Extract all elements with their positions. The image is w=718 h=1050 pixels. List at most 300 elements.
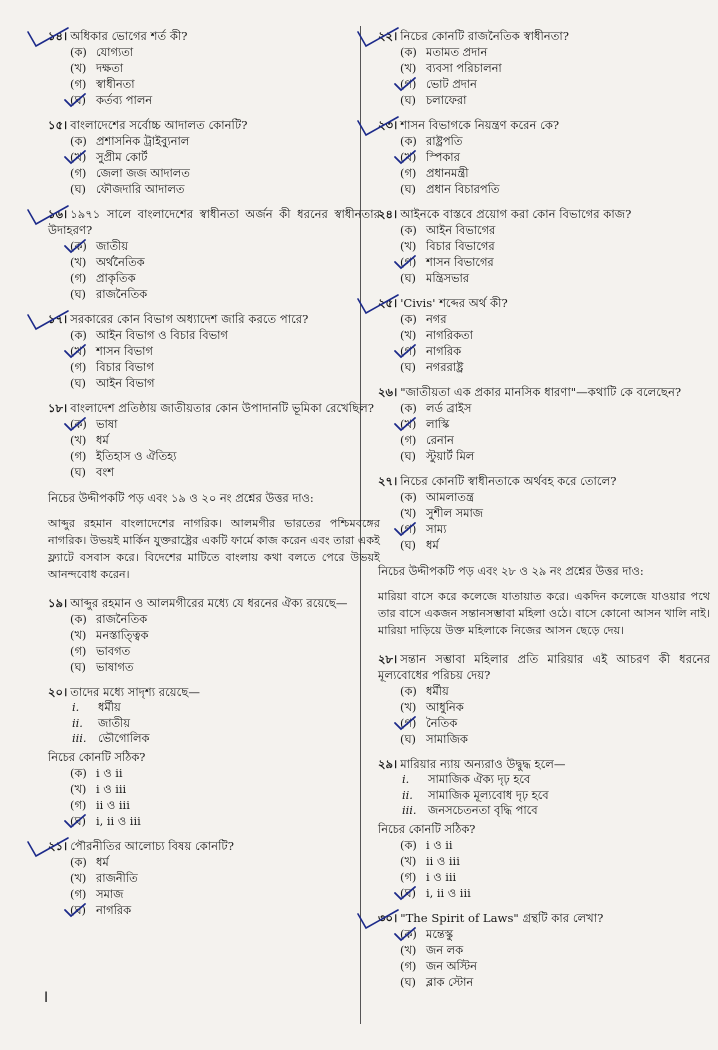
statement-text: সামাজিক মূল্যবোধ দৃঢ় হবে: [428, 787, 549, 802]
option-text: স্টুয়ার্ট মিল: [426, 449, 475, 463]
option-text: শাসন বিভাগের: [426, 255, 494, 269]
option-list: [400, 926, 710, 990]
option-text: রাষ্ট্রপতি: [426, 134, 463, 148]
option-letter: (ঘ): [400, 732, 416, 746]
question-stem: [48, 838, 380, 854]
option-list: [400, 400, 710, 464]
question-stem: [48, 117, 380, 133]
question-text: 'Civis' শব্দের অর্থ কী?: [400, 296, 508, 310]
question-block: [378, 384, 710, 464]
option-item: [70, 886, 380, 902]
option-text: স্বাধীনতা: [96, 77, 135, 91]
option-letter: (ক): [70, 328, 87, 342]
option-item: [400, 149, 710, 165]
option-text: রাজনৈতিক: [96, 612, 148, 626]
option-letter: (ক): [400, 401, 417, 415]
question-number: ১৬।: [48, 207, 68, 221]
option-text: মনস্তাত্ত্বিক: [96, 628, 149, 642]
option-text: ভোট প্রদান: [426, 77, 477, 91]
option-item: [70, 270, 380, 286]
statement-text: ভৌগোলিক: [98, 731, 150, 745]
option-letter: (গ): [70, 797, 87, 812]
option-list: [70, 416, 380, 480]
statement-list: [72, 700, 380, 747]
option-text: নগররাষ্ট্র: [426, 360, 464, 374]
left-question-list: [48, 28, 380, 480]
option-text: চলাফেরা: [426, 93, 467, 107]
option-letter: (ক): [70, 417, 87, 431]
question-number: ২১।: [48, 838, 68, 853]
option-text: আইন বিভাগ: [96, 376, 155, 390]
option-letter: (ঘ): [70, 660, 86, 674]
option-item: [400, 699, 710, 715]
option-text: সাম্য: [426, 522, 447, 536]
question-number: ১৫।: [48, 118, 68, 132]
option-item: [70, 286, 380, 302]
option-item: [400, 432, 710, 448]
question-stem: [48, 595, 380, 611]
option-text: প্রশাসনিক ট্রাইব্যুনাল: [96, 134, 190, 148]
option-list: [70, 44, 380, 108]
option-list: [70, 854, 380, 918]
option-item: [70, 327, 380, 343]
option-item: [400, 869, 710, 885]
option-item: [70, 643, 380, 659]
option-letter: (ঘ): [70, 902, 86, 917]
option-text: i ও iii: [426, 869, 457, 884]
option-text: ধর্ম: [96, 854, 109, 869]
option-text: নাগরিকতা: [426, 328, 473, 342]
option-list: [400, 44, 710, 108]
option-text: সুশীল সমাজ: [426, 506, 483, 520]
option-text: ii ও iii: [96, 797, 130, 812]
question-block: [48, 595, 380, 675]
option-text: জন অস্টিন: [426, 958, 477, 973]
option-text: ধর্ম: [96, 433, 109, 447]
option-letter: (খ): [70, 150, 87, 164]
option-letter: (গ): [400, 166, 417, 180]
option-text: ফৌজদারি আদালত: [96, 182, 185, 196]
statement-number: i.: [72, 700, 80, 714]
statement-text: জনসচেতনতা বৃদ্ধি পাবে: [428, 803, 538, 817]
statement-number: ii.: [402, 787, 413, 802]
question-text: "The Spirit of Laws" গ্রন্থটি কার লেখা?: [400, 910, 604, 925]
option-item: [400, 92, 710, 108]
question-block: [48, 311, 380, 391]
question-stem: [48, 311, 380, 327]
question-text: সরকারের কোন বিভাগ অধ্যাদেশ জারি করতে পারে?: [70, 312, 309, 326]
option-item: [400, 359, 710, 375]
checkmark-icon: [356, 908, 400, 930]
question-block: [378, 28, 710, 108]
option-item: [400, 181, 710, 197]
option-letter: (গ): [400, 344, 417, 358]
question-stem: [378, 651, 710, 683]
option-letter: (ক): [400, 134, 417, 148]
option-list: [400, 837, 710, 901]
option-text: i ও ii: [96, 765, 123, 780]
checkmark-icon: [356, 293, 400, 315]
option-letter: (ক): [400, 45, 417, 59]
option-item: [400, 133, 710, 149]
question-text: ১৯৭১ সালে বাংলাদেশের স্বাধীনতা অর্জন কী ধরনের স্বাধীনতার উদাহরণ?: [48, 207, 380, 237]
statement-text: জাতীয়: [98, 715, 131, 730]
question-block: [378, 756, 710, 901]
statement-item: [72, 716, 380, 732]
question-block: [378, 910, 710, 990]
option-letter: (খ): [70, 781, 87, 796]
statement-number: i.: [402, 772, 410, 786]
option-text: রাজনৈতিক: [96, 287, 148, 301]
option-text: ইতিহাস ও ঐতিহ্য: [96, 449, 177, 463]
option-text: প্রধান বিচারপতি: [426, 182, 500, 196]
option-text: নাগরিক: [426, 344, 462, 358]
left-column: [48, 28, 380, 927]
option-letter: (ঘ): [70, 182, 86, 196]
option-text: সুপ্রীম কোর্ট: [96, 150, 148, 164]
question-block: [378, 295, 710, 375]
right-question-list: [378, 28, 710, 553]
question-text: শাসন বিভাগকে নিয়ন্ত্রণ করেন কে?: [400, 118, 560, 132]
option-letter: (ক): [70, 134, 87, 148]
option-letter: (ক): [400, 684, 417, 698]
option-text: i ও iii: [96, 781, 127, 796]
option-letter: (খ): [400, 150, 417, 164]
option-item: [70, 254, 380, 270]
option-text: সমাজ: [96, 886, 124, 901]
option-text: মন্ত্রিসভার: [426, 271, 470, 285]
option-letter: (খ): [70, 628, 87, 642]
option-letter: (খ): [400, 417, 417, 431]
option-text: জন লক: [426, 942, 464, 957]
option-item: [70, 149, 380, 165]
option-item: [400, 400, 710, 416]
question-block: [48, 400, 380, 480]
option-letter: (খ): [400, 61, 417, 75]
option-text: জেলা জজ আদালত: [96, 166, 190, 180]
question-stem: [378, 117, 710, 133]
option-item: [400, 76, 710, 92]
option-letter: (ঘ): [70, 813, 86, 828]
option-letter: (খ): [400, 506, 417, 520]
question-19: [48, 595, 380, 675]
option-item: [400, 416, 710, 432]
option-text: প্রাকৃতিক: [96, 271, 136, 285]
option-item: [400, 165, 710, 181]
option-item: [70, 464, 380, 480]
option-text: আধুনিক: [426, 700, 464, 714]
option-letter: (ঘ): [70, 287, 86, 301]
option-item: [70, 359, 380, 375]
question-stem: [378, 473, 710, 489]
question-block: [378, 473, 710, 553]
question-number: ২২।: [378, 29, 398, 43]
option-item: [70, 432, 380, 448]
option-letter: (খ): [400, 942, 417, 957]
question-number: ২৯।: [378, 757, 398, 771]
option-letter: (ক): [70, 45, 87, 59]
option-item: [70, 76, 380, 92]
option-text: শাসন বিভাগ: [96, 344, 153, 358]
option-letter: (ঘ): [70, 376, 86, 390]
option-item: [400, 343, 710, 359]
option-letter: (খ): [70, 433, 87, 447]
option-letter: (গ): [400, 77, 417, 91]
option-letter: (ঘ): [400, 974, 416, 989]
option-letter: (গ): [70, 886, 87, 901]
option-letter: (খ): [70, 344, 87, 358]
checkmark-icon: [26, 309, 70, 331]
option-text: বংশ: [96, 465, 114, 479]
question-stem: [48, 206, 380, 238]
question-28: [378, 651, 710, 747]
option-letter: (গ): [400, 716, 417, 730]
option-item: [70, 870, 380, 886]
option-text: লর্ড ব্রাইস: [426, 401, 472, 415]
option-item: [70, 44, 380, 60]
statement-number: iii.: [72, 731, 87, 745]
option-text: ধর্মীয়: [426, 684, 449, 698]
question-stem: [48, 28, 380, 44]
option-text: রাজনীতি: [96, 870, 138, 885]
option-item: [70, 902, 380, 918]
statement-number: ii.: [72, 715, 83, 730]
option-item: [70, 60, 380, 76]
option-letter: (ক): [70, 765, 87, 780]
option-text: ii ও iii: [426, 853, 460, 868]
option-letter: (ক): [70, 854, 87, 869]
option-item: [400, 958, 710, 974]
question-text: মারিয়ার ন্যায় অন্যরাও উদ্বুদ্ধ হলে—: [400, 757, 566, 771]
option-text: ধর্ম: [426, 538, 439, 552]
question-text: তাদের মধ্যে সাদৃশ্য রয়েছে—: [70, 685, 200, 699]
checkmark-icon: [26, 836, 70, 858]
question-number: ৩০।: [378, 910, 398, 925]
question-text: বাংলাদেশের সর্বোচ্চ আদালত কোনটি?: [70, 118, 248, 132]
option-item: [400, 731, 710, 747]
option-letter: (ঘ): [400, 93, 416, 107]
option-list: [400, 489, 710, 553]
option-text: নৈতিক: [426, 716, 458, 730]
option-item: [70, 375, 380, 391]
option-text: i, ii ও iii: [96, 813, 141, 828]
option-item: [70, 611, 380, 627]
stimulus-passage-19-20: আব্দুর রহমান বাংলাদেশের নাগরিক। আলমগীর ভারতের পশ্চিমবঙ্গের নাগরিক। উভয়ই মার্কিন যুক্তরাষ্ট্রের একটি ফার্মে কাজ করেন এবং তারা একই ফ্ল্যাটে বসবাস করে। বিদেশের মাটিতে বাংলায় কথা বলতে পেরে উভয়ই আনন্দবোধ করেন।: [48, 517, 380, 581]
question-text: আইনকে বাস্তবে প্রয়োগ করা কোন বিভাগের কাজ?: [400, 207, 632, 221]
option-letter: (ঘ): [400, 538, 416, 552]
option-item: [400, 715, 710, 731]
margin-mark: I: [44, 990, 49, 1006]
option-item: [70, 181, 380, 197]
option-letter: (খ): [400, 239, 417, 253]
option-item: [70, 416, 380, 432]
option-item: [400, 254, 710, 270]
option-item: [400, 837, 710, 853]
option-item: [400, 222, 710, 238]
right-column: [378, 28, 710, 999]
option-item: [400, 448, 710, 464]
option-letter: (গ): [70, 449, 87, 463]
option-letter: (গ): [400, 522, 417, 536]
question-block: [378, 117, 710, 197]
option-text: আইন বিভাগ ও বিচার বিভাগ: [96, 328, 228, 342]
question-number: ১৯।: [48, 596, 68, 610]
option-text: ভাবগত: [96, 644, 131, 658]
option-list: [400, 133, 710, 197]
option-text: যোগ্যতা: [96, 45, 134, 59]
question-text: নিচের কোনটি স্বাধীনতাকে অর্থবহ করে তোলে?: [400, 474, 617, 488]
option-item: [400, 683, 710, 699]
question-block: [48, 838, 380, 918]
stimulus-instruction-28-29: নিচের উদ্দীপকটি পড় এবং ২৮ ও ২৯ নং প্রশ্নের উত্তর দাও:: [378, 564, 644, 578]
option-letter: (গ): [400, 255, 417, 269]
option-item: [400, 853, 710, 869]
question-stem: [48, 400, 380, 416]
statement-text: ধর্মীয়: [98, 700, 121, 714]
question-number: ২৫।: [378, 296, 398, 310]
question-number: ২৬।: [378, 385, 398, 399]
question-29: [378, 756, 710, 901]
option-item: [70, 659, 380, 675]
option-letter: (ঘ): [400, 885, 416, 900]
option-text: i ও ii: [426, 837, 453, 852]
question-30: [378, 910, 710, 990]
option-text: রেনান: [426, 433, 454, 447]
option-text: জাতীয়: [96, 239, 129, 253]
statement-item: [402, 803, 710, 819]
question-block: [378, 651, 710, 747]
option-letter: (গ): [70, 644, 87, 658]
option-letter: (গ): [70, 360, 87, 374]
option-letter: (গ): [70, 77, 87, 91]
question-20: [48, 684, 380, 829]
option-letter: (খ): [400, 328, 417, 342]
option-item: [400, 270, 710, 286]
option-letter: (গ): [400, 869, 417, 884]
option-text: মতামত প্রদান: [426, 45, 488, 59]
option-text: ভাষাগত: [96, 660, 134, 674]
option-text: বিচার বিভাগের: [426, 239, 495, 253]
option-text: অর্থনৈতিক: [96, 255, 145, 269]
option-item: [400, 505, 710, 521]
option-letter: (খ): [70, 255, 87, 269]
question-text: আব্দুর রহমান ও আলমগীরের মধ্যে যে ধরনের ঐক্য রয়েছে—: [70, 596, 348, 610]
statement-item: [402, 788, 710, 804]
option-letter: (ক): [400, 837, 417, 852]
option-letter: (গ): [70, 271, 87, 285]
option-letter: (ক): [400, 490, 417, 504]
option-text: ব্যবসা পরিচালনা: [426, 61, 502, 75]
statement-item: [72, 700, 380, 716]
sub-question: নিচের কোনটি সঠিক?: [48, 749, 146, 764]
option-item: [70, 165, 380, 181]
statement-number: iii.: [402, 803, 417, 817]
question-text: বাংলাদেশ প্রতিষ্ঠায় জাতীয়তার কোন উপাদানটি ভূমিকা রেখেছিল?: [70, 401, 374, 415]
option-text: আমলাতন্ত্র: [426, 490, 474, 504]
option-list: [400, 311, 710, 375]
option-text: প্রধানমন্ত্রী: [426, 166, 469, 180]
option-item: [70, 781, 380, 797]
question-block: [48, 684, 380, 829]
option-item: [400, 44, 710, 60]
checkmark-icon: [356, 26, 400, 48]
option-text: ভাষা: [96, 417, 118, 431]
option-letter: (ক): [70, 612, 87, 626]
statement-item: [402, 772, 710, 788]
question-number: ১৮।: [48, 401, 68, 415]
checkmark-icon: [26, 26, 70, 48]
statement-text: সামাজিক ঐক্য দৃঢ় হবে: [428, 772, 531, 786]
question-stem: [378, 756, 710, 772]
option-item: [400, 885, 710, 901]
option-letter: (গ): [70, 166, 87, 180]
option-letter: (ক): [400, 926, 417, 941]
checkmark-icon: [356, 115, 400, 137]
option-item: [400, 327, 710, 343]
question-block: [48, 206, 380, 302]
question-text: নিচের কোনটি রাজনৈতিক স্বাধীনতা?: [400, 29, 570, 43]
option-list: [400, 222, 710, 286]
option-list: [70, 765, 380, 829]
question-stem: [48, 684, 380, 700]
option-text: আইন বিভাগের: [426, 223, 496, 237]
option-letter: (ঘ): [400, 360, 416, 374]
question-text: অধিকার ভোগের শর্ত কী?: [70, 29, 188, 43]
stimulus-passage-28-29: মারিয়া বাসে করে কলেজে যাতায়াত করে। একদিন কলেজে যাওয়ার পথে তার বাসে একজন সন্তানসম্ভাবা মহিলা ওঠে। বাসে কোনো আসন খালি নাই। মারিয়া দাড়িয়ে উক্ত মহিলাকে নিজের আসন ছেড়ে দেয়।: [378, 590, 710, 637]
option-letter: (গ): [400, 958, 417, 973]
question-block: [48, 117, 380, 197]
option-item: [400, 489, 710, 505]
option-letter: (ক): [400, 312, 417, 326]
option-item: [400, 60, 710, 76]
question-text: সন্তান সম্ভাবা মহিলার প্রতি মারিয়ার এই আচরণ কী ধরনের মূল্যবোধের পরিচয় দেয়?: [378, 652, 710, 682]
option-item: [400, 537, 710, 553]
option-text: i, ii ও iii: [426, 885, 471, 900]
question-number: ২৭।: [378, 474, 398, 488]
option-letter: (ক): [400, 223, 417, 237]
option-item: [70, 92, 380, 108]
option-item: [70, 238, 380, 254]
option-letter: (গ): [400, 433, 417, 447]
option-item: [400, 974, 710, 990]
question-stem: [378, 295, 710, 311]
option-letter: (খ): [70, 870, 87, 885]
option-list: [400, 683, 710, 747]
option-letter: (খ): [400, 700, 417, 714]
question-number: ১৪।: [48, 29, 68, 43]
question-block: [378, 206, 710, 286]
question-stem: [378, 384, 710, 400]
option-list: [70, 327, 380, 391]
option-letter: (ঘ): [400, 449, 416, 463]
option-text: স্পিকার: [426, 150, 460, 164]
option-list: [70, 133, 380, 197]
question-text: "জাতীয়তা এক প্রকার মানসিক ধারণা"—কথাটি কে বলেছেন?: [400, 385, 682, 399]
question-number: ২৮।: [378, 652, 398, 666]
option-item: [70, 797, 380, 813]
question-stem: [378, 28, 710, 44]
option-text: ব্লাক স্টোন: [426, 974, 474, 989]
option-item: [400, 926, 710, 942]
option-item: [400, 238, 710, 254]
question-number: ১৭।: [48, 312, 68, 326]
option-item: [70, 448, 380, 464]
option-item: [70, 133, 380, 149]
option-letter: (ঘ): [70, 93, 86, 107]
question-number: ২০।: [48, 685, 68, 699]
option-text: নগর: [426, 312, 447, 326]
question-stem: [378, 206, 710, 222]
